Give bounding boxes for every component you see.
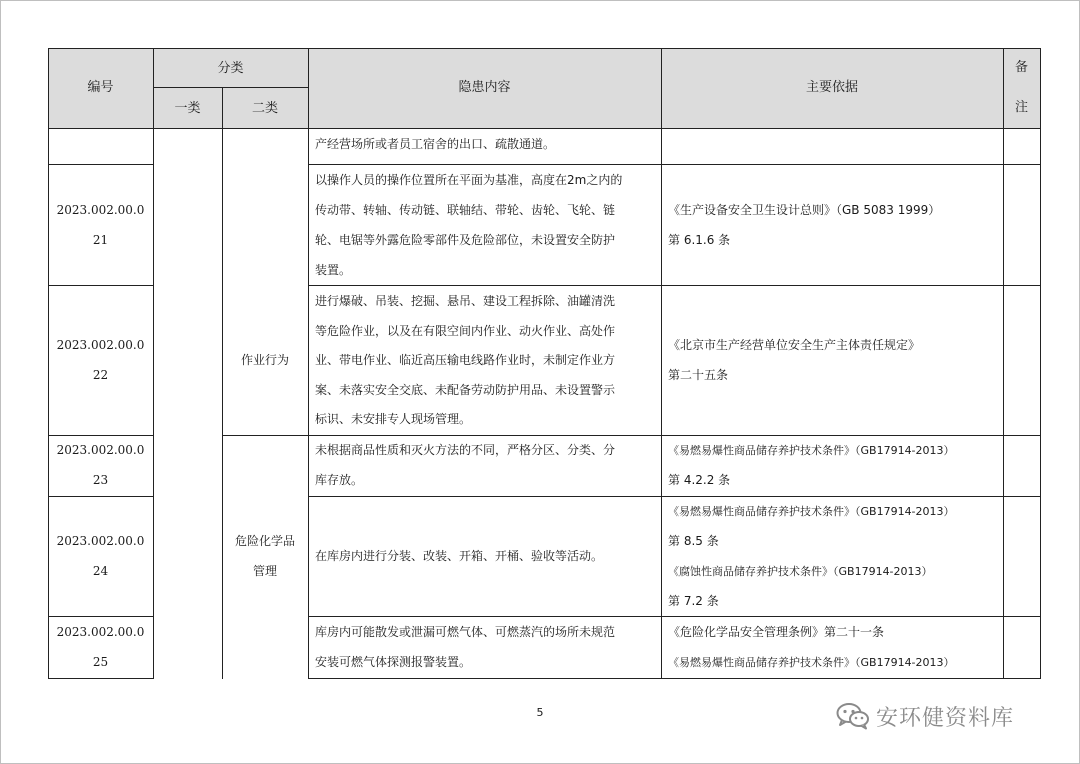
row-basis: 《易燃易爆性商品储存养护技术条件》（GB17914-2013）	[668, 505, 955, 518]
watermark-text: 安环健资料库	[876, 705, 1015, 731]
header-id: 编号	[87, 80, 114, 95]
row-id: 2023.002.00.0	[56, 203, 145, 217]
row-basis: 第 4.2.2 条	[668, 473, 731, 487]
row-content: 案、未落实安全交底、未配备劳动防护用品、未设置警示	[315, 383, 616, 397]
row-basis: 第二十五条	[668, 368, 729, 382]
row-basis: 《易燃易爆性商品储存养护技术条件》（GB17914-2013）	[668, 656, 955, 669]
row-basis: 《生产设备安全卫生设计总则》（GB 5083 1999）	[668, 203, 941, 217]
page-number: 5	[536, 706, 544, 719]
row-id: 2023.002.00.0	[56, 625, 145, 639]
cat2-label: 管理	[252, 564, 277, 578]
row-content: 库房内可能散发或泄漏可燃气体、可燃蒸汽的场所未规范	[315, 625, 616, 639]
row-id: 25	[92, 655, 109, 669]
row-content: 以操作人员的操作位置所在平面为基准，高度在2m之内的	[315, 173, 623, 187]
row-basis: 《北京市生产经营单位安全生产主体责任规定》	[668, 338, 921, 352]
row-content: 轮、电锯等外露危险零部件及危险部位，未设置安全防护	[315, 233, 616, 247]
row-id: 23	[92, 473, 109, 487]
row-content: 业、带电作业、临近高压输电线路作业时，未制定作业方	[315, 353, 616, 367]
header-basis: 主要依据	[805, 80, 858, 95]
row-content: 库存放。	[315, 473, 364, 487]
header-content: 隐患内容	[458, 80, 511, 95]
header-remark-2: 注	[1014, 100, 1028, 115]
row-id: 24	[92, 564, 109, 578]
row-content: 进行爆破、吊装、挖掘、悬吊、建设工程拆除、油罐清洗	[315, 294, 616, 308]
header-cat2: 二类	[251, 101, 278, 116]
row-content: 等危险作业，以及在有限空间内作业、动火作业、高处作	[315, 324, 616, 338]
row-id: 2023.002.00.0	[56, 534, 145, 548]
header-cat1: 一类	[174, 101, 201, 116]
cat2-label: 作业行为	[240, 353, 289, 367]
row-content: 在库房内进行分装、改装、开箱、开桶、验收等活动。	[315, 549, 604, 563]
row-content: 未根据商品性质和灭火方法的不同，严格分区、分类、分	[315, 443, 616, 457]
row-content: 标识、未安排专人现场管理。	[315, 412, 472, 426]
row-id: 2023.002.00.0	[56, 443, 145, 457]
row-content: 装置。	[315, 263, 352, 277]
row-content: 安装可燃气体探测报警装置。	[315, 655, 472, 669]
row-content: 传动带、转轴、传动链、联轴结、带轮、齿轮、飞轮、链	[315, 203, 616, 217]
watermark	[836, 698, 1014, 734]
row-content: 产经营场所或者员工宿舍的出口、疏散通道。	[315, 137, 556, 151]
row-basis: 第 8.5 条	[668, 534, 719, 548]
row-basis: 第 7.2 条	[668, 594, 719, 608]
cat2-label: 危险化学品	[234, 534, 295, 548]
row-basis: 《危险化学品安全管理条例》第二十一条	[668, 625, 885, 639]
row-basis: 第 6.1.6 条	[668, 233, 731, 247]
row-id: 2023.002.00.0	[56, 338, 145, 352]
header-category: 分类	[217, 61, 244, 76]
row-basis: 《腐蚀性商品储存养护技术条件》（GB17914-2013）	[668, 565, 933, 578]
row-basis: 《易燃易爆性商品储存养护技术条件》（GB17914-2013）	[668, 444, 955, 457]
row-id: 22	[92, 368, 109, 382]
header-remark-1: 备	[1014, 60, 1028, 75]
row-id: 21	[92, 233, 109, 247]
wechat-icon	[836, 702, 870, 730]
